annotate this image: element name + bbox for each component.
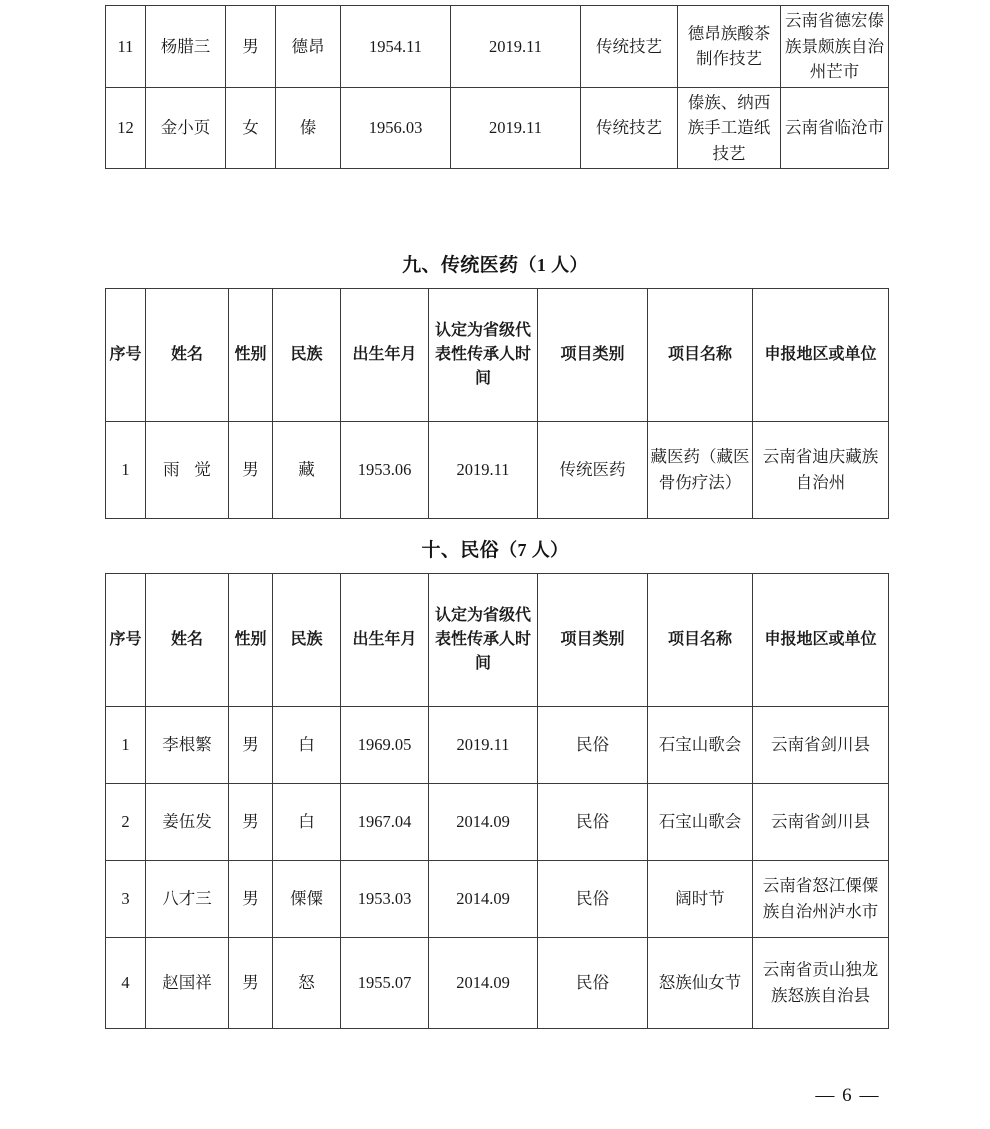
section-heading-count: （1 人） [518, 255, 588, 275]
cell-project: 石宝山歌会 [648, 707, 753, 784]
cell-ethnicity: 傣 [276, 87, 341, 169]
cell-birth: 1969.05 [341, 707, 429, 784]
table-row [106, 87, 889, 169]
col-header-gender: 性别 [229, 289, 273, 422]
cell-recognized: 2019.11 [429, 422, 538, 519]
cell-seq: 2 [106, 784, 146, 861]
cell-recognized: 2019.11 [451, 87, 581, 169]
cell-ethnicity: 德昂 [276, 6, 341, 88]
cell-seq-value: 1 [121, 460, 130, 480]
cell-category: 民俗 [538, 938, 648, 1029]
folk-custom-table [105, 573, 889, 1029]
table-row [106, 784, 889, 861]
cell-name: 李根繁 [146, 707, 229, 784]
cell-name-value: 雨觉 [163, 460, 226, 480]
col-header-seq: 序号 [106, 289, 146, 422]
col-header-project: 项目名称 [648, 574, 753, 707]
cell-gender: 男 [229, 422, 273, 519]
table-row [106, 707, 889, 784]
cell-seq: 1 [106, 707, 146, 784]
cell-region: 云南省剑川县 [753, 784, 889, 861]
col-header-seq: 序号 [106, 574, 146, 707]
cell-birth: 1953.03 [341, 861, 429, 938]
cell-ethnicity: 怒 [273, 938, 341, 1029]
table-row [106, 938, 889, 1029]
cell-seq: 3 [106, 861, 146, 938]
col-header-ethnicity: 民族 [273, 289, 341, 422]
traditional-medicine-table [105, 288, 889, 519]
col-header-ethnicity: 民族 [273, 574, 341, 707]
cell-ethnicity: 白 [273, 784, 341, 861]
cell-gender: 男 [229, 938, 273, 1029]
cell-birth: 1953.06 [341, 422, 429, 519]
cell-gender: 男 [226, 6, 276, 88]
section-heading-count: （7 人） [499, 540, 569, 560]
col-header-project: 项目名称 [648, 289, 753, 422]
cell-project: 德昂族酸茶制作技艺 [678, 6, 781, 88]
cell-category: 传统技艺 [581, 6, 678, 88]
cell-ethnicity: 白 [273, 707, 341, 784]
cell-recognized: 2014.09 [429, 861, 538, 938]
table-row [106, 861, 889, 938]
cell-project: 怒族仙女节 [648, 938, 753, 1029]
cell-name: 金小页 [146, 87, 226, 169]
col-header-category: 项目类别 [538, 289, 648, 422]
cell-seq: 12 [106, 87, 146, 169]
cell-project: 傣族、纳西族手工造纸技艺 [678, 87, 781, 169]
cell-seq: 11 [106, 6, 146, 88]
page-number: — 6 — [815, 1085, 880, 1106]
section-heading-traditional-medicine [0, 250, 990, 277]
cell-ethnicity: 藏 [273, 422, 341, 519]
cell-recognized: 2019.11 [429, 707, 538, 784]
col-header-birth: 出生年月 [341, 289, 429, 422]
cell-gender: 男 [229, 861, 273, 938]
cell-category: 民俗 [538, 861, 648, 938]
cell-name [146, 422, 229, 519]
cell-category: 民俗 [538, 707, 648, 784]
table-row [106, 6, 889, 88]
cell-category: 传统医药 [538, 422, 648, 519]
table-header-row [106, 574, 889, 707]
cell-birth: 1956.03 [341, 87, 451, 169]
cell-category: 传统技艺 [581, 87, 678, 169]
col-header-birth: 出生年月 [341, 574, 429, 707]
cell-region: 云南省临沧市 [781, 87, 889, 169]
cell-seq: 4 [106, 938, 146, 1029]
cell-category: 民俗 [538, 784, 648, 861]
cell-recognized: 2014.09 [429, 938, 538, 1029]
col-header-region: 申报地区或单位 [753, 574, 889, 707]
cell-region: 云南省剑川县 [753, 707, 889, 784]
cell-name: 姜伍发 [146, 784, 229, 861]
cell-project: 阔时节 [648, 861, 753, 938]
cell-gender: 男 [229, 784, 273, 861]
cell-region: 云南省德宏傣族景颇族自治州芒市 [781, 6, 889, 88]
cell-region: 云南省怒江傈僳族自治州泸水市 [753, 861, 889, 938]
cell-recognized: 2019.11 [451, 6, 581, 88]
cell-ethnicity: 傈僳 [273, 861, 341, 938]
cell-name: 八才三 [146, 861, 229, 938]
cell-birth: 1967.04 [341, 784, 429, 861]
cell-recognized: 2014.09 [429, 784, 538, 861]
cell-birth: 1954.11 [341, 6, 451, 88]
col-header-category: 项目类别 [538, 574, 648, 707]
cell-region: 云南省迪庆藏族自治州 [753, 422, 889, 519]
cell-name: 赵国祥 [146, 938, 229, 1029]
cell-gender: 男 [229, 707, 273, 784]
col-header-recognized: 认定为省级代表性传承人时间 [429, 289, 538, 422]
col-header-gender: 性别 [229, 574, 273, 707]
cell-seq [106, 422, 146, 519]
col-header-name: 姓名 [146, 574, 229, 707]
cell-region: 云南省贡山独龙族怒族自治县 [753, 938, 889, 1029]
col-header-recognized: 认定为省级代表性传承人时间 [429, 574, 538, 707]
section-heading-text: 九、传统医药 [402, 255, 519, 276]
cell-project: 藏医药（藏医骨伤疗法） [648, 422, 753, 519]
cell-gender: 女 [226, 87, 276, 169]
traditional-craft-table [105, 5, 889, 169]
table-row [106, 422, 889, 519]
cell-name: 杨腊三 [146, 6, 226, 88]
cell-project: 石宝山歌会 [648, 784, 753, 861]
col-header-region: 申报地区或单位 [753, 289, 889, 422]
cell-birth: 1955.07 [341, 938, 429, 1029]
col-header-name: 姓名 [146, 289, 229, 422]
section-heading-text: 十、民俗 [421, 540, 500, 561]
table-header-row [106, 289, 889, 422]
section-heading-folk-custom [0, 535, 990, 562]
